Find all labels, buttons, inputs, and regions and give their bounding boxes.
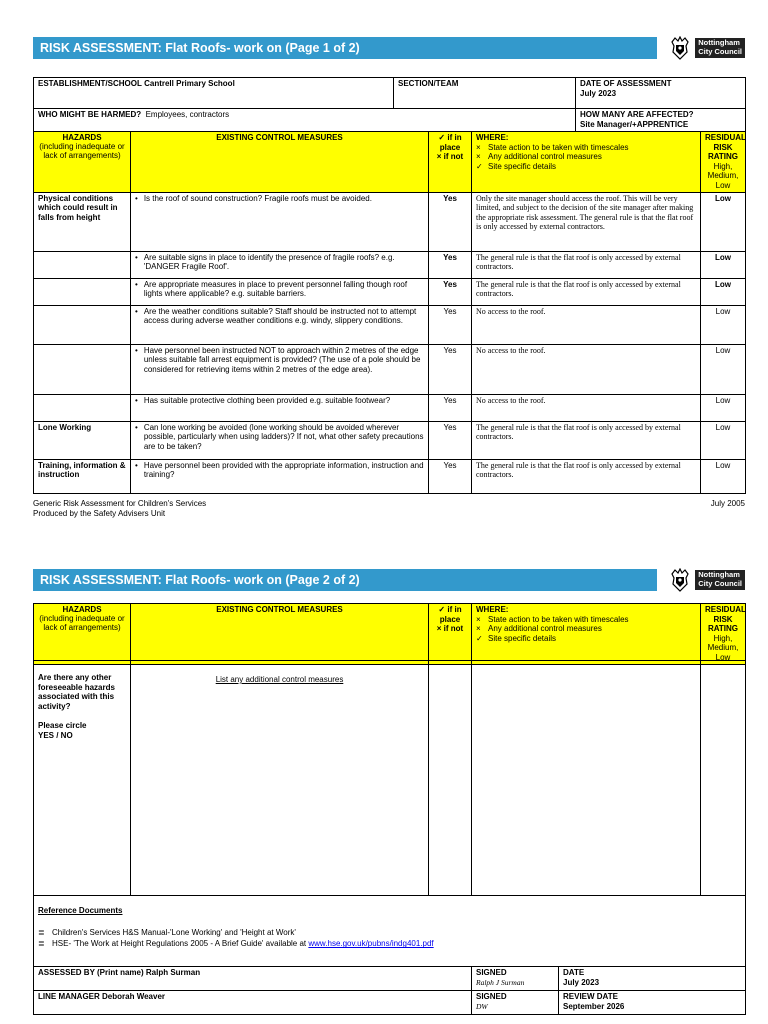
reference-item-2: HSE- 'The Work at Height Regulations 2005 - A Brief Guide' available at [52,939,309,949]
where-cell: The general rule is that the flat roof is only accessed by external contractors. [472,421,701,459]
tick-icon: ✓ [438,605,446,614]
logo-line2: City Council [698,579,742,588]
inplace-cell: Yes [429,344,472,394]
where-cell: No access to the roof. [472,305,701,344]
date-cell [576,78,746,109]
cross-icon: × [436,152,442,162]
please-circle-label: Please circle [38,721,87,731]
inplace-label: if in place [439,133,462,152]
residual-header-label: RESIDUAL RISK RATING [705,133,746,162]
residual-header-sub: High, Medium, Low [707,633,739,662]
where-cell[interactable] [472,661,701,896]
where-cell: No access to the roof. [472,344,701,394]
coat-of-arms-icon [669,568,691,592]
bullet-icon: • [135,252,138,262]
cross-icon: × [476,614,481,624]
where-item-3: Site specific details [488,633,557,643]
section-label: SECTION/TEAM [398,79,459,88]
measure-cell [131,251,429,278]
rating-cell: Low [701,192,746,251]
hazard-cell: Physical conditions which could result in falls from height [34,192,131,251]
affected-cell [576,109,746,132]
hazard-cell [34,251,131,278]
measure-cell [131,459,429,493]
table-row [34,421,746,459]
measure-text: Have personnel been instructed NOT to approach within 2 metres of the edge unless suitable fall arrest equipment is provided? (The use of a pole should be considered for retrieving items within 2 metres of the edge area). [143,345,421,374]
cross-icon: × [476,624,481,634]
reference-row [34,896,746,967]
manager-label: LINE MANAGER [38,992,100,1001]
review-label: REVIEW DATE [563,992,618,1001]
list-measures-label: List any additional control measures [215,675,344,684]
footer-line1: Generic Risk Assessment for Children's Services [33,499,207,508]
measure-text: Have personnel been provided with the appropriate information, instruction and training? [143,460,424,480]
residual-header-sub: High, Medium, Low [707,161,739,190]
where-cell: The general rule is that the flat roof is only accessed by external contractors. [472,251,701,278]
where-cell: No access to the roof. [472,394,701,421]
harmed-label: WHO MIGHT BE HARMED? [38,110,142,119]
other-hazards-cell [34,661,131,896]
where-header-label: WHERE: [476,605,509,614]
inplace-cell: Yes [429,192,472,251]
rating-cell: Low [701,421,746,459]
measure-text: Can lone working be avoided (lone working should be avoided wherever possible, particularly when using ladders)? If not, what other safety precautions are to be taken? [143,422,424,451]
tick-icon: ✓ [476,633,483,643]
rating-cell: Low [701,278,746,305]
logo-text [695,38,745,57]
ifnot-label: if not [443,152,464,162]
page1-title: RISK ASSESSMENT: Flat Roofs- work on (Page 1 of 2) [33,37,657,59]
assessed-date-cell [559,967,746,991]
cross-icon: × [476,152,481,162]
additional-measures-cell[interactable] [131,661,429,896]
table-row [34,192,746,251]
where-item-1: State action to be taken with timescales [488,142,629,152]
bullet-icon: • [135,193,138,203]
residual-header [701,132,746,193]
measures-header [131,604,429,665]
where-cell: The general rule is that the flat roof is only accessed by external contractors. [472,278,701,305]
ifnot-label: if not [443,624,464,634]
assessed-row [34,967,746,991]
table-header-row [34,132,746,193]
assessed-cell [34,967,472,991]
measure-text: Are appropriate measures in place to prevent personnel falling though roof lights where applicable? e.g. suitable barriers. [143,279,408,299]
additional-hazards-row [34,661,746,896]
manager-signature: DW [476,1001,488,1011]
manager-row [34,991,746,1015]
table-row [34,278,746,305]
reference-cell [34,896,746,967]
table-row [34,459,746,493]
bullet-icon: • [135,395,138,405]
where-header-label: WHERE: [476,133,509,142]
hse-guide-link[interactable]: www.hse.gov.uk/pubns/indg401.pdf [308,939,434,949]
inplace-header [429,132,472,193]
measure-text: Has suitable protective clothing been provided e.g. suitable footwear? [143,395,391,405]
establishment-label: ESTABLISHMENT/SCHOOL [38,79,142,88]
measure-cell [131,394,429,421]
risk-table-page2-header [33,603,746,665]
additional-hazards-table [33,660,746,967]
page1-footer [33,499,745,518]
hazards-header-sub: (including inadequate or lack of arrangements) [39,142,125,161]
table-row [34,344,746,394]
reference-item-1: Children's Services H&S Manual-'Lone Working' and 'Height at Work' [52,927,296,937]
assessed-label: ASSESSED BY (Print name) [38,968,144,977]
coat-of-arms-icon [669,36,691,60]
table-row [34,251,746,278]
hazard-cell [34,278,131,305]
rating-cell[interactable] [701,661,746,896]
logo-line2: City Council [698,47,742,56]
tick-icon: ✓ [438,133,446,142]
cross-icon: × [476,142,481,152]
hazard-cell [34,394,131,421]
tick-icon: ✓ [476,161,483,171]
affected-value: Site Manager/+APPRENTICE [580,119,689,129]
hazard-cell [34,305,131,344]
residual-header [701,604,746,665]
inplace-label: if in place [439,605,462,624]
inplace-header [429,604,472,665]
assessed-signature: Ralph J Surman [476,977,525,987]
signed-label: SIGNED [476,992,507,1001]
inplace-cell: Yes [429,278,472,305]
assessed-signed-cell [472,967,559,991]
harmed-cell [34,109,576,132]
date-label: DATE [563,968,585,977]
hazard-cell: Training, information & instruction [34,459,131,493]
page1-header [33,35,745,61]
info-table [33,77,746,132]
manager-name: Deborah Weaver [102,992,166,1001]
hazards-header-label: HAZARDS [62,605,102,614]
section-cell [394,78,576,109]
measure-cell [131,192,429,251]
table-header-row [34,604,746,665]
manager-cell [34,991,472,1015]
table-row [34,394,746,421]
inplace-cell[interactable] [429,661,472,896]
measure-cell [131,421,429,459]
where-item-1: State action to be taken with timescales [488,614,629,624]
where-header [472,132,701,193]
footer-date: July 2005 [710,499,745,508]
review-date-cell [559,991,746,1015]
measures-header-label: EXISTING CONTROL MEASURES [216,605,343,614]
document-icon: ≣ [38,939,45,949]
measure-cell [131,305,429,344]
where-item-3: Site specific details [488,161,557,171]
establishment-cell [34,78,394,109]
review-value: September 2026 [563,1001,625,1011]
hazards-header-label: HAZARDS [62,133,102,142]
logo-line1: Nottingham [698,570,740,580]
measure-cell [131,278,429,305]
nottingham-logo [669,567,745,593]
where-cell: Only the site manager should access the roof. This will be very limited, and subject to the decision of the site manager after making the appropriate risk assessment. The general rule is that the flat roof is only accessed by external contractors. [472,192,701,251]
harmed-value: Employees, contractors [145,110,230,119]
page2-header [33,567,745,593]
hazard-cell: Lone Working [34,421,131,459]
where-cell: The general rule is that the flat roof is only accessed by external contractors. [472,459,701,493]
inplace-cell: Yes [429,394,472,421]
hazard-cell [34,344,131,394]
assessed-name: Ralph Surman [145,968,201,977]
bullet-icon: • [135,279,138,289]
hazards-header [34,604,131,665]
date-value: July 2023 [580,88,617,98]
rating-cell: Low [701,305,746,344]
establishment-value: Cantrell Primary School [144,79,235,88]
bullet-icon: • [135,460,138,470]
hazards-header [34,132,131,193]
measure-text: Are suitable signs in place to identify the presence of fragile roofs? e.g. 'DANGER Fragile Roof'. [143,252,395,272]
reference-title: Reference Documents [38,906,123,915]
affected-label: HOW MANY ARE AFFECTED? [580,110,694,119]
risk-table-page1 [33,131,746,494]
measures-header [131,132,429,193]
logo-line1: Nottingham [698,38,740,48]
logo-text [695,570,745,589]
rating-cell: Low [701,394,746,421]
manager-signed-cell [472,991,559,1015]
inplace-cell: Yes [429,459,472,493]
where-item-2: Any additional control measures [488,152,602,162]
nottingham-logo [669,35,745,61]
signed-label: SIGNED [476,968,507,977]
page2-title: RISK ASSESSMENT: Flat Roofs- work on (Page 2 of 2) [33,569,657,591]
measures-header-label: EXISTING CONTROL MEASURES [216,133,343,142]
rating-cell: Low [701,344,746,394]
bullet-icon: • [135,422,138,432]
bullet-icon: • [135,306,138,316]
measure-text: Are the weather conditions suitable? Staff should be instructed not to attempt access during adverse weather conditions e.g. windy, slippery conditions. [143,306,417,326]
yes-no-option[interactable]: YES / NO [38,730,73,740]
hazards-header-sub: (including inadequate or lack of arrangements) [39,614,125,633]
other-hazards-question: Are there any other foreseeable hazards associated with this activity? [38,673,115,711]
date-value: July 2023 [563,977,600,987]
table-row [34,305,746,344]
measure-cell [131,344,429,394]
where-item-2: Any additional control measures [488,624,602,634]
measure-text: Is the roof of sound construction? Fragile roofs must be avoided. [143,193,372,203]
bullet-icon: • [135,345,138,355]
inplace-cell: Yes [429,421,472,459]
footer-line2: Produced by the Safety Advisers Unit [33,508,166,518]
where-header [472,604,701,665]
rating-cell: Low [701,459,746,493]
date-label: DATE OF ASSESSMENT [580,79,672,88]
cross-icon: × [436,624,442,634]
signoff-table [33,966,746,1015]
inplace-cell: Yes [429,251,472,278]
inplace-cell: Yes [429,305,472,344]
rating-cell: Low [701,251,746,278]
residual-header-label: RESIDUAL RISK RATING [705,605,746,634]
document-icon: ≣ [38,927,45,937]
